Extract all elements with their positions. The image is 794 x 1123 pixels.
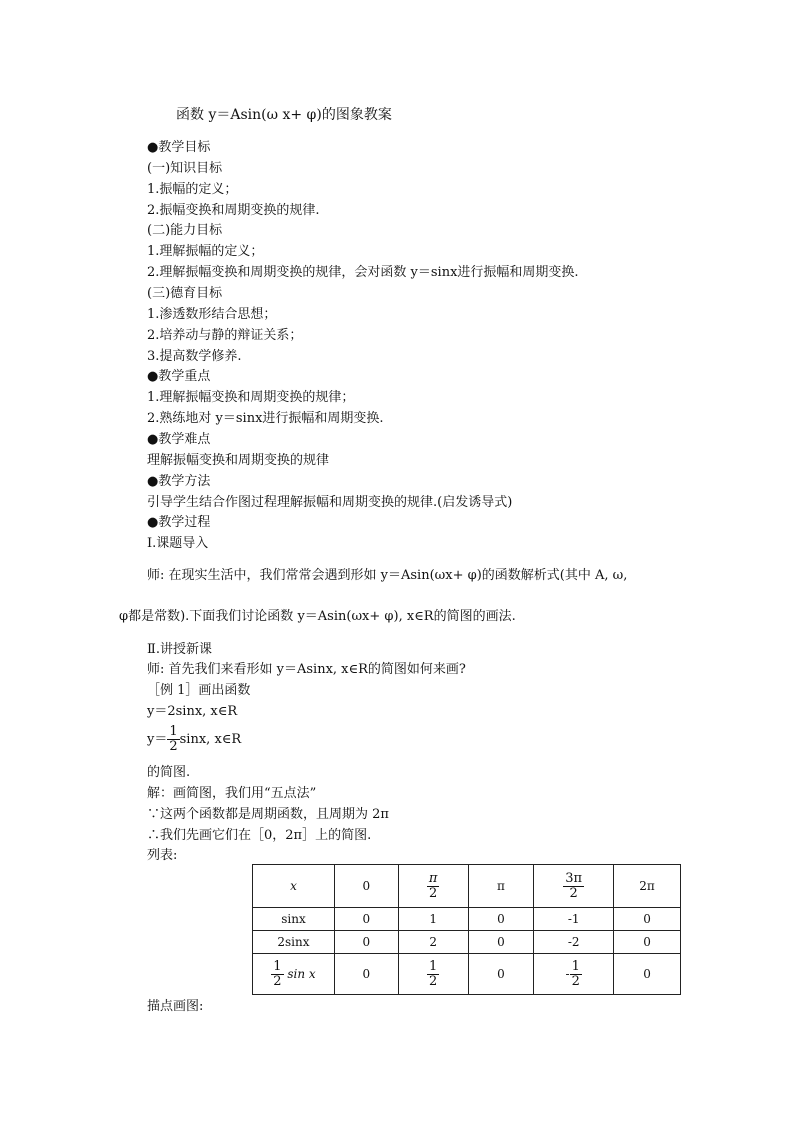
denominator: 2 <box>569 885 578 901</box>
row-label-half-sinx <box>253 954 335 995</box>
therefore-line: ∴我们先画它们在［0，2π］上的简图. <box>147 828 372 843</box>
function-2-denominator: 2 <box>169 739 178 754</box>
cell-minus-half <box>570 960 582 989</box>
function-2 <box>147 722 241 758</box>
table-cell: 0 <box>334 954 398 995</box>
moral-item-3: 3.提高数学修养. <box>147 349 242 364</box>
table-row <box>253 908 681 931</box>
table-cell: 1 <box>398 908 468 931</box>
table-cell: 0 <box>334 908 398 931</box>
key-item-1: 1.理解振幅变换和周期变换的规律； <box>147 390 355 405</box>
table-cell <box>398 865 468 908</box>
knowledge-heading: (一)知识目标 <box>147 161 223 176</box>
knowledge-item-2: 2.振幅变换和周期变换的规律. <box>147 203 320 218</box>
row-label-fraction <box>271 960 283 989</box>
function-1: y＝2sinx, x∈R <box>147 704 238 719</box>
table-cell: -2 <box>534 931 614 954</box>
plot-label: 描点画图: <box>147 999 204 1014</box>
of-sketch: 的简图. <box>147 765 191 780</box>
intro-paragraph-line-1: 师: 在现实生活中，我们常常会遇到形如 y＝Asin(ωx+ φ)的函数解析式(其中 A, ω, <box>147 568 628 583</box>
new-lesson-line-1: 师: 首先我们来看形如 y＝Asinx, x∈R的简图如何来画? <box>147 662 466 677</box>
intro-paragraph-line-2: φ都是常数).下面我们讨论函数 y＝Asin(ωx+ φ), x∈R的简图的画法. <box>119 609 516 624</box>
table-cell <box>334 865 398 908</box>
intro-heading: Ⅰ.课题导入 <box>147 536 209 551</box>
table-header-row <box>253 865 681 908</box>
denominator: 2 <box>571 973 580 989</box>
knowledge-item-1: 1.振幅的定义； <box>147 182 238 197</box>
header-3pi-over-2 <box>563 872 584 901</box>
ability-item-1: 1.理解振幅的定义； <box>147 244 264 259</box>
table-cell <box>468 865 534 908</box>
row-label-sinx: sinx <box>253 908 335 931</box>
table-cell <box>534 865 614 908</box>
header-pi-over-2 <box>427 872 440 901</box>
header-pi: π <box>496 879 505 893</box>
function-2-prefix: y＝ <box>147 732 168 747</box>
method-item-1: 引导学生结合作图过程理解振幅和周期变换的规律.(启发诱导式) <box>147 495 513 510</box>
example-1-heading: ［例 1］画出函数 <box>147 683 251 698</box>
moral-item-2: 2.培养动与静的辩证关系； <box>147 328 303 343</box>
header-x: x <box>290 879 297 893</box>
header-0: 0 <box>362 879 371 893</box>
table-cell: 2 <box>398 931 468 954</box>
table-cell <box>398 954 468 995</box>
difficulty-heading: ●教学难点 <box>147 432 211 447</box>
denominator: 2 <box>429 973 438 989</box>
method-heading: ●教学方法 <box>147 474 211 489</box>
table-row <box>253 931 681 954</box>
list-label: 列表: <box>147 848 178 863</box>
table-cell <box>534 954 614 995</box>
table-cell: 0 <box>468 908 534 931</box>
key-item-2: 2.熟练地对 y＝sinx进行振幅和周期变换. <box>147 411 384 426</box>
row-label-text: sin x <box>287 966 316 981</box>
function-2-numerator: 1 <box>169 724 178 739</box>
difficulty-item-1: 理解振幅变换和周期变换的规律 <box>147 453 330 468</box>
function-2-suffix: sinx, x∈R <box>179 732 242 747</box>
table-cell: 0 <box>468 931 534 954</box>
numerator: 1 <box>429 958 438 974</box>
table-cell: 0 <box>468 954 534 995</box>
page-title: 函数 y＝Asin(ω x+ φ)的图象教案 <box>176 107 392 123</box>
table-cell: 0 <box>614 931 681 954</box>
numerator: 1 <box>273 958 282 974</box>
cell-minus-sign: - <box>565 966 570 981</box>
value-table <box>252 864 681 995</box>
section-goals: ●教学目标 <box>147 140 211 155</box>
key-heading: ●教学重点 <box>147 369 211 384</box>
denominator: 2 <box>428 885 438 901</box>
process-heading: ●教学过程 <box>147 515 211 530</box>
table-cell <box>614 865 681 908</box>
solution-line: 解：画简图，我们用“五点法” <box>147 786 317 801</box>
table-cell: -1 <box>534 908 614 931</box>
denominator: 2 <box>273 973 282 989</box>
numerator: 3π <box>565 870 583 886</box>
because-line: ∵这两个函数都是周期函数，且周期为 2π <box>147 807 389 822</box>
table-cell: 0 <box>614 954 681 995</box>
cell-half <box>427 960 439 989</box>
row-label-2sinx: 2sinx <box>253 931 335 954</box>
numerator: 1 <box>571 958 580 974</box>
table-row <box>253 954 681 995</box>
ability-item-2: 2.理解振幅变换和周期变换的规律，会对函数 y＝sinx进行振幅和周期变换. <box>147 265 579 280</box>
ability-heading: (二)能力目标 <box>147 223 223 238</box>
table-cell: 0 <box>614 908 681 931</box>
table-cell <box>253 865 335 908</box>
header-2pi: 2π <box>639 879 655 893</box>
function-2-fraction <box>167 725 179 754</box>
moral-heading: (三)德育目标 <box>147 286 223 301</box>
table-cell: 0 <box>334 931 398 954</box>
moral-item-1: 1.渗透数形结合思想； <box>147 307 277 322</box>
numerator: π <box>428 870 438 886</box>
new-lesson-heading: Ⅱ.讲授新课 <box>147 642 212 657</box>
